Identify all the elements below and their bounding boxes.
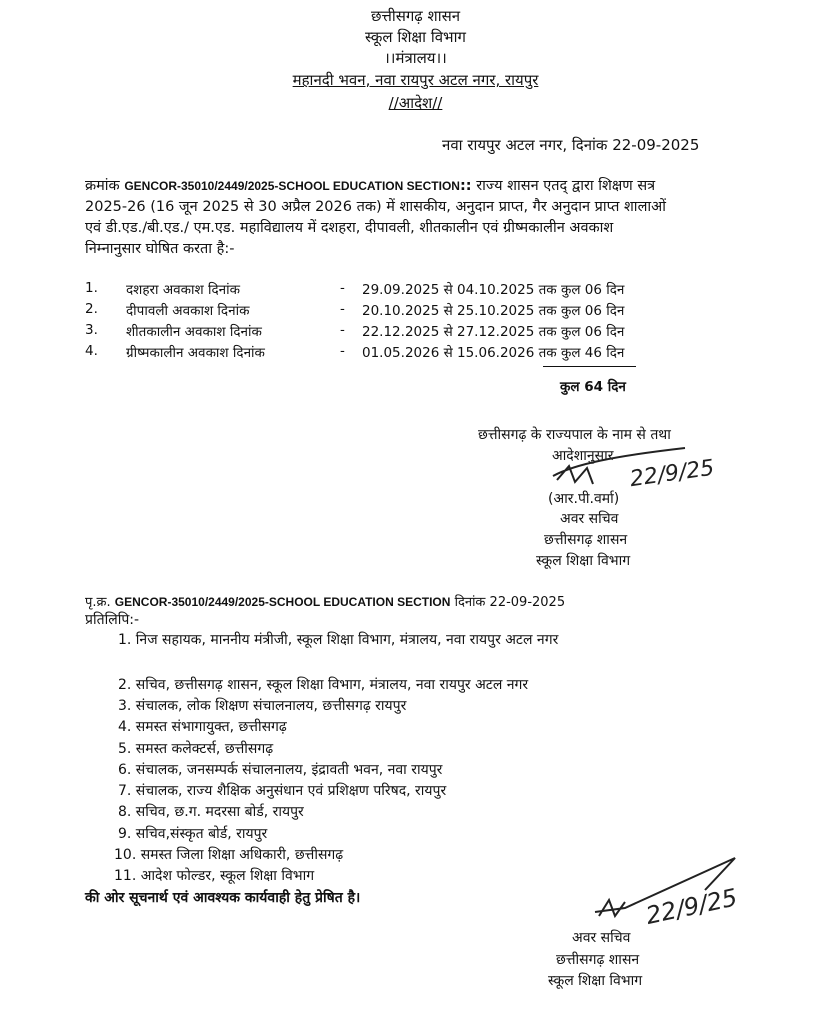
endorsement-date: दिनांक 22-09-2025 [454, 595, 566, 610]
holiday-num: 1. [85, 280, 98, 296]
holiday-period: 22.12.2025 से 27.12.2025 तक कुल 06 दिन [362, 324, 625, 340]
sig2-dept1: छत्तीसगढ़ शासन [556, 952, 640, 968]
header-address-text: महानदी भवन, नवा रायपुर अटल नगर, रायपुर [292, 71, 539, 89]
holiday-dash: - [340, 322, 345, 338]
order-line-1 [85, 177, 655, 196]
copy-list-item: 10. समस्त जिला शिक्षा अधिकारी, छत्तीसगढ़ [114, 847, 344, 863]
total-divider [543, 366, 636, 367]
header-ministry: ।।मंत्रालय।। [384, 49, 447, 67]
sig1-dept1: छत्तीसगढ़ शासन [544, 532, 628, 548]
copy-list-item: 2. सचिव, छत्तीसगढ़ शासन, स्कूल शिक्षा विभाग, मंत्रालय, नवा रायपुर अटल नगर [118, 677, 529, 693]
closing-line: की ओर सूचनार्थ एवं आवश्यक कार्यवाही हेतु प्रेषित है। [85, 890, 361, 906]
signature-2-image [585, 850, 785, 930]
holiday-period: 01.05.2026 से 15.06.2026 तक कुल 46 दिन [362, 345, 625, 361]
endorsement-line [85, 592, 565, 610]
sig2-designation: अवर सचिव [572, 930, 631, 946]
holiday-dash: - [340, 280, 345, 296]
copy-label: प्रतिलिपि:- [85, 612, 140, 628]
copy-list-item: 1. निज सहायक, माननीय मंत्रीजी, स्कूल शिक्षा विभाग, मंत्रालय, नवा रायपुर अटल नगर [118, 632, 559, 648]
sig2-handwritten-date: 22/9/25 [643, 883, 740, 930]
holiday-num: 3. [85, 322, 98, 338]
date-line: नवा रायपुर अटल नगर, दिनांक 22-09-2025 [442, 136, 700, 154]
holiday-dash: - [340, 301, 345, 317]
holiday-label: दीपावली अवकाश दिनांक [126, 303, 250, 319]
copy-list-item: 9. सचिव,संस्कृत बोर्ड, रायपुर [118, 826, 268, 842]
order-sep: :: [459, 178, 472, 194]
endorsement-ref: GENCOR-35010/2449/2025-SCHOOL EDUCATION SECTION [114, 595, 451, 609]
sig1-authority: छत्तीसगढ़ के राज्यपाल के नाम से तथा [478, 427, 671, 443]
holiday-period: 29.09.2025 से 04.10.2025 तक कुल 06 दिन [362, 282, 625, 298]
holiday-period: 20.10.2025 से 25.10.2025 तक कुल 06 दिन [362, 303, 625, 319]
endorsement-prefix: पृ.क्र. [85, 595, 111, 610]
sig2-dept2: स्कूल शिक्षा विभाग [548, 973, 643, 989]
header-address [0, 70, 831, 90]
holiday-num: 4. [85, 343, 98, 359]
total-days: कुल 64 दिन [560, 379, 626, 395]
order-prefix: क्रमांक [85, 178, 120, 194]
copy-list-item: 11. आदेश फोल्डर, स्कूल शिक्षा विभाग [114, 868, 315, 884]
sig1-designation: अवर सचिव [560, 511, 619, 527]
header-department: स्कूल शिक्षा विभाग [365, 28, 466, 46]
order-line-3: एवं डी.एड./बी.एड./ एम.एड. महाविद्यालय में दशहरा, दीपावली, शीतकालीन एवं ग्रीष्मकालीन अवकाश [85, 220, 614, 236]
order-line1-rest: राज्य शासन एतद् द्वारा शिक्षण सत्र [476, 178, 656, 194]
copy-list-item: 4. समस्त संभागायुक्त, छत्तीसगढ़ [118, 719, 287, 735]
holiday-label: शीतकालीन अवकाश दिनांक [126, 324, 262, 340]
copy-list-item: 7. संचालक, राज्य शैक्षिक अनुसंधान एवं प्रशिक्षण परिषद, रायपुर [118, 783, 447, 799]
copy-list-item: 8. सचिव, छ.ग. मदरसा बोर्ड, रायपुर [118, 804, 304, 820]
order-title-text: //आदेश// [388, 94, 443, 112]
order-ref: GENCOR-35010/2449/2025-SCHOOL EDUCATION SECTION [124, 179, 460, 193]
order-line-2: 2025-26 (16 जून 2025 से 30 अप्रैल 2026 तक) में शासकीय, अनुदान प्राप्त, गैर अनुदान प्राप्त शालाओं [85, 199, 666, 215]
holiday-num: 2. [85, 301, 98, 317]
signature-1-image [535, 436, 745, 496]
header-government: छत्तीसगढ़ शासन [370, 7, 461, 25]
copy-list-item: 5. समस्त कलेक्टर्स, छत्तीसगढ़ [118, 741, 274, 757]
sig1-handwritten-date: 22/9/25 [628, 455, 716, 493]
sig1-name: (आर.पी.वर्मा) [548, 491, 620, 507]
holiday-dash: - [340, 343, 345, 359]
order-line-4: निम्नानुसार घोषित करता है:- [85, 241, 235, 257]
header-order-title [0, 93, 831, 113]
holiday-label: दशहरा अवकाश दिनांक [126, 282, 241, 298]
holiday-label: ग्रीष्मकालीन अवकाश दिनांक [126, 345, 265, 361]
copy-list-item: 3. संचालक, लोक शिक्षण संचालनालय, छत्तीसगढ़ रायपुर [118, 698, 407, 714]
sig1-order-phrase: आदेशानुसार [552, 448, 614, 464]
copy-list-item: 6. संचालक, जनसम्पर्क संचालनालय, इंद्रावती भवन, नवा रायपुर [118, 762, 443, 778]
sig1-dept2: स्कूल शिक्षा विभाग [536, 553, 631, 569]
